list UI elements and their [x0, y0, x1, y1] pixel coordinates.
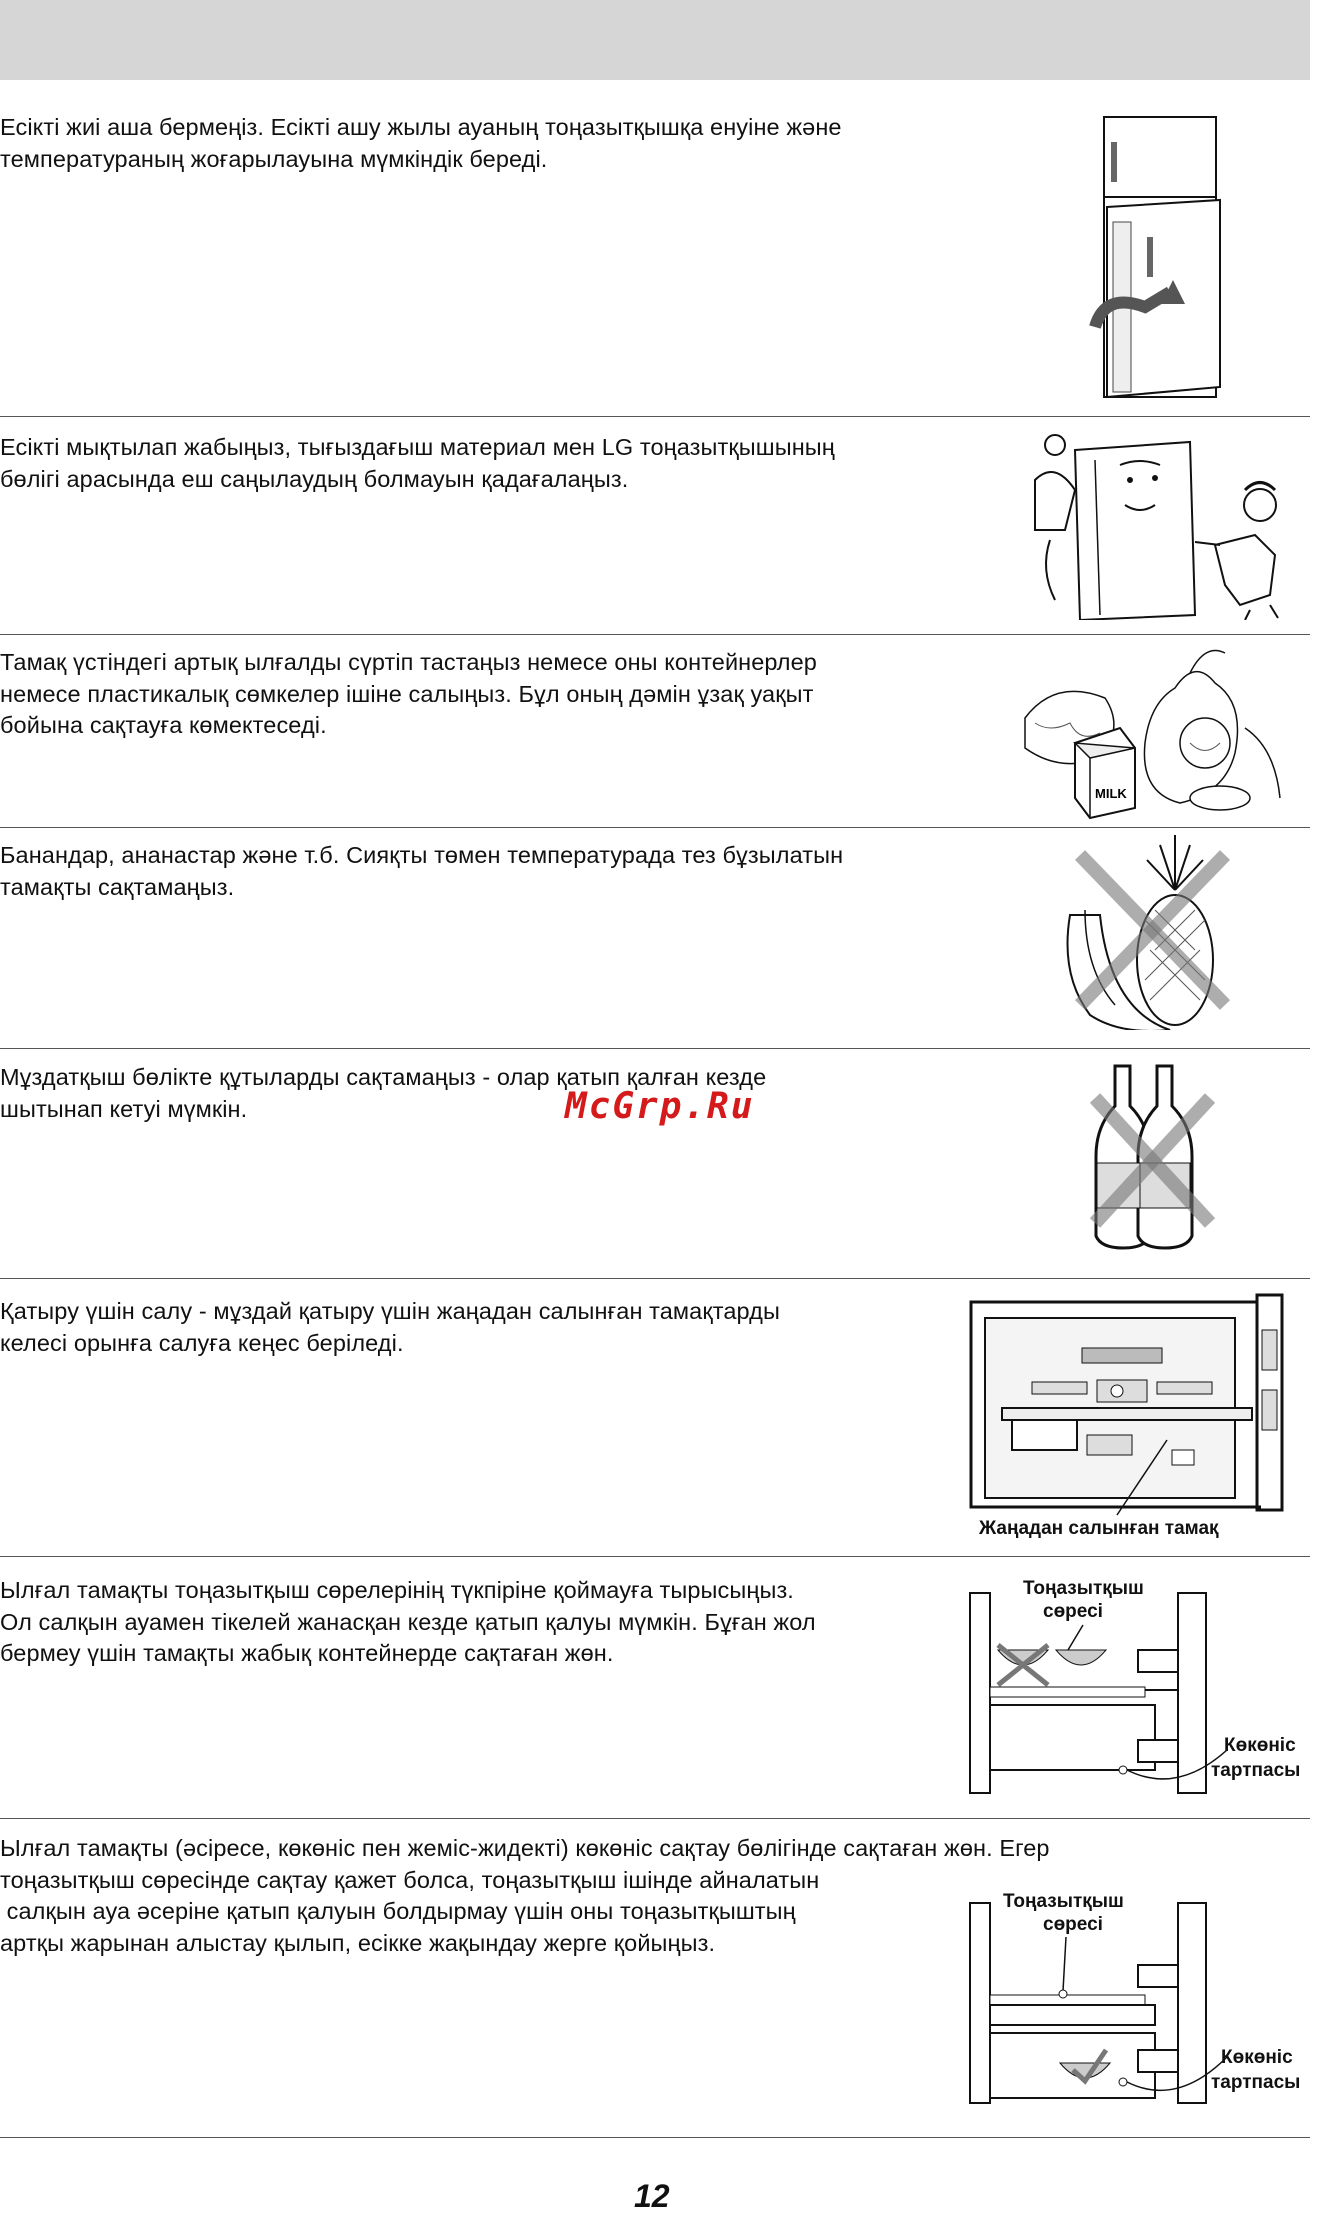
drawer-label-line1: Көкөніс	[1221, 2047, 1293, 2068]
tip-text-wipe-moisture: Тамақ үстіндегі артық ылғалды сүртіп тастаңыз немесе оны контейнерлер немесе пластикалық сөмкелер ішіне салыңыз. Бұл оның дəмін ұзақ уақыт бойына сақтауға көмектеседі.	[0, 649, 817, 738]
tip-text-door-opening: Есікті жиі аша бермеңіз. Есікті ашу жылы ауаның тоңазытқышқа енуіне және температураның жоғарылауына мүмкіндік береді.	[0, 114, 842, 172]
divider	[0, 1048, 1310, 1049]
drawer-label-line2: тартпасы	[1211, 2072, 1301, 2093]
bananas-pineapple-crossed-illustration	[1055, 830, 1245, 1030]
divider	[0, 634, 1310, 635]
tip-text-no-bananas: Банандар, ананастар жəне т.б. Сияқты төмен температурада тез бұзылатын тамақты сақтамаңыз.	[0, 842, 844, 900]
divider	[0, 827, 1310, 828]
header-bar	[0, 0, 1310, 80]
drawer-label-line2: тартпасы	[1211, 1760, 1301, 1781]
divider	[0, 1556, 1310, 1557]
fridge-drawer-diagram	[968, 1885, 1318, 2105]
bottles-crossed-illustration	[1085, 1058, 1220, 1253]
fridge-shelf-diagram-back	[968, 1575, 1318, 1795]
watermark: McGrp.Ru	[565, 1086, 755, 1127]
drawer-label-line1: Көкөніс	[1224, 1735, 1296, 1756]
food-wrapping-illustration	[1015, 648, 1290, 823]
closing-fridge-cartoon	[1020, 420, 1310, 620]
tip-text-moist-food-shelf-back: Ылғал тамақты тоңазытқыш сөрелерінің түкпіріне қоймауға тырысыңыз. Ол салқын ауамен тікелей жанасқан кезде қатып қалуы мүмкін. Бұған жол бермеу үшін тамақты жабық контейнерде сақтаған жөн.	[0, 1577, 816, 1666]
shelf-label-line2: сөресі	[1043, 1601, 1103, 1622]
divider	[0, 416, 1310, 417]
shelf-label-line2: сөресі	[1043, 1914, 1103, 1935]
page-number: 12	[634, 2178, 670, 2214]
tip-text-fresh-food-placement: Қатыру үшін салу - мұздай қатыру үшін жаңадан салынған тамақтарды келесі орынға салуға кеңес беріледі.	[0, 1298, 780, 1356]
fresh-food-label: Жаңадан салынған тамақ	[979, 1518, 1219, 1539]
tip-text-no-bottles: Мұздатқыш бөлікте құтыларды сақтамаңыз - олар қатып қалған кезде шытынап кетуі мүмкін.	[0, 1064, 767, 1122]
open-fridge-door-illustration	[1075, 112, 1230, 402]
divider	[0, 1818, 1310, 1819]
divider	[0, 2137, 1310, 2138]
fridge-interior-diagram	[967, 1290, 1287, 1540]
milk-carton-label: MILK	[1095, 786, 1127, 801]
tip-text-vegetable-drawer: Ылғал тамақты (əсіресе, көкөніс пен жеміс-жидекті) көкөніс сақтау бөлігінде сақтаған жөн. Егер тоңазытқыш сөресінде сақтау қажет болса, тоңазытқыш ішінде айналатын салқын ауа əсеріне қатып қалуын болдырмау үшін оны тоңазытқыштың артқы жарынан алыстау қылып, есікке жақындау жерге қойыңыз.	[0, 1835, 1050, 1956]
divider	[0, 1278, 1310, 1279]
shelf-label-line1: Тоңазытқыш	[1003, 1891, 1124, 1912]
shelf-label-line1: Тоңазытқыш	[1023, 1578, 1144, 1599]
tip-text-close-door: Есікті мықтылап жабыңыз, тығыздағыш материал мен LG тоңазытқышының бөлігі арасында еш саңылаудың болмауын қадағалаңыз.	[0, 434, 835, 492]
